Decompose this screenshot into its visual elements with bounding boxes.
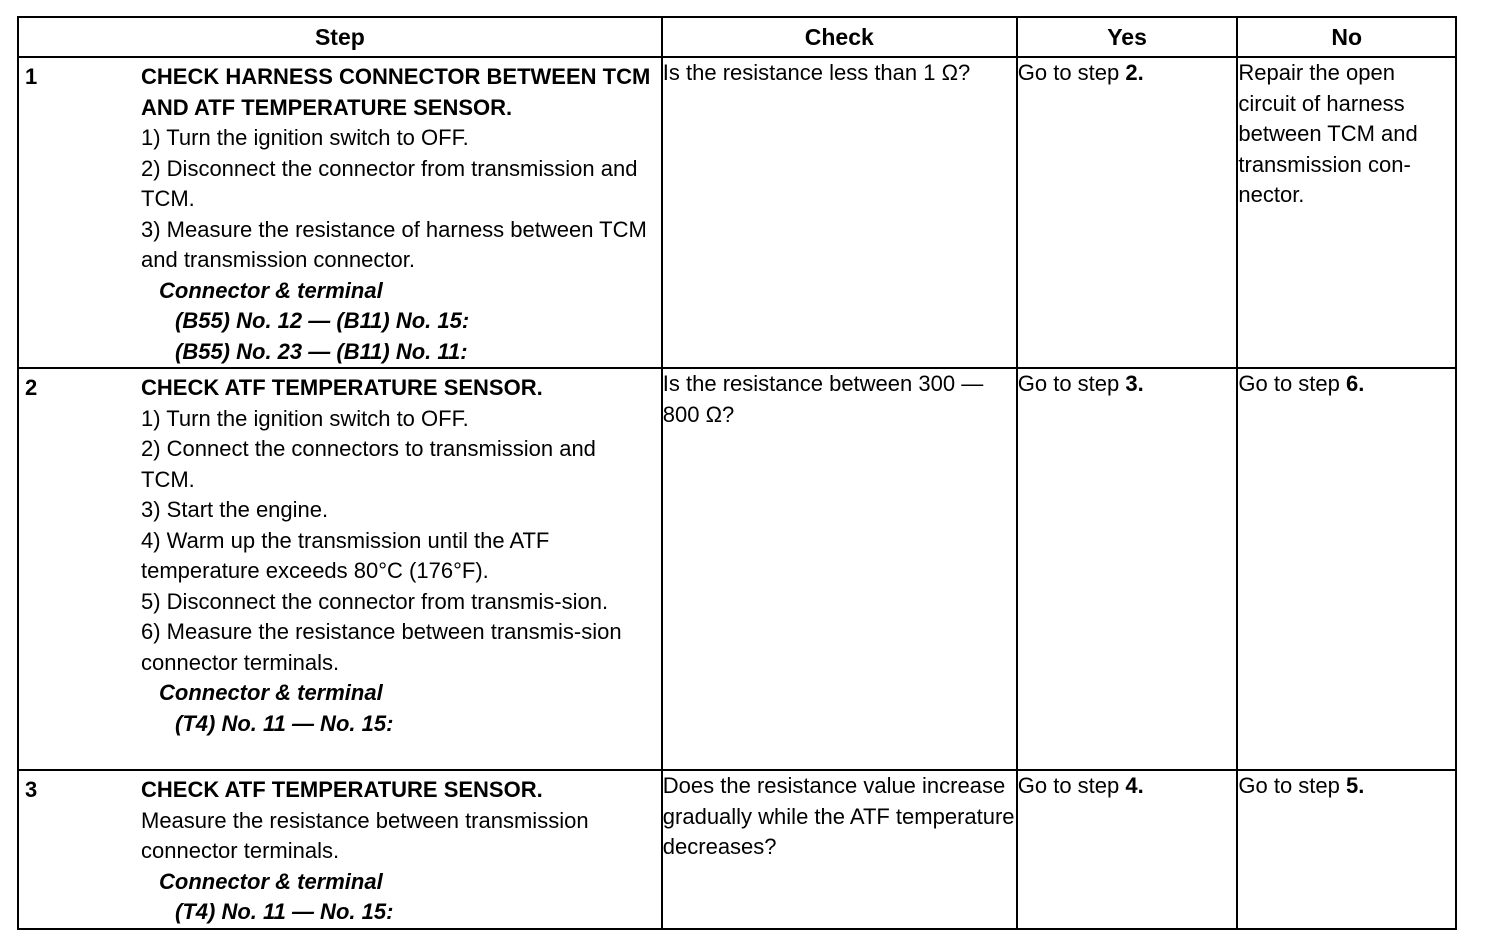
yes-text: Go to step [1017, 773, 1126, 798]
header-step: Step [18, 17, 662, 57]
terminal-spec: (B55) No. 23 — (B11) No. 11: [175, 338, 468, 364]
step-number: 1 [25, 64, 38, 89]
terminal-spec: (T4) No. 11 — No. 15: [175, 710, 394, 736]
check-cell: Is the resistance between 300 — 800 Ω? [662, 368, 1017, 770]
no-suffix: . [1358, 371, 1365, 396]
step-title: CHECK ATF TEMPERATURE SENSOR. [141, 777, 543, 802]
step-number: 2 [25, 375, 38, 400]
yes-step-ref: 3 [1125, 371, 1138, 396]
no-text: Repair the open circuit of harness between TCM and transmission con-nector. [1238, 60, 1418, 207]
yes-suffix: . [1137, 371, 1144, 396]
header-row [18, 17, 1456, 57]
substep: 3) Measure the resistance of harness between TCM and transmission connector. [141, 216, 647, 272]
yes-suffix: . [1137, 773, 1144, 798]
header-check: Check [662, 17, 1017, 57]
check-cell: Is the resistance less than 1 Ω? [662, 57, 1017, 368]
step-cell [18, 368, 662, 770]
substep: 1) Turn the ignition switch to OFF. [141, 405, 469, 431]
step-cell [18, 770, 662, 929]
connector-label: Connector & terminal [159, 868, 383, 894]
yes-cell [1017, 368, 1238, 770]
terminal-spec: (B55) No. 12 — (B11) No. 15: [175, 308, 470, 333]
substep: 5) Disconnect the connector from transmis-sion. [141, 588, 609, 614]
substep: 1) Turn the ignition switch to OFF. [141, 125, 469, 150]
yes-step-ref: 2 [1125, 60, 1138, 85]
substep: 3) Start the engine. [141, 497, 329, 522]
substep: 2) Disconnect the connector from transmission and TCM. [141, 155, 638, 211]
no-step-ref: 6 [1346, 371, 1359, 396]
no-cell [1237, 368, 1456, 770]
substep: 2) Connect the connectors to transmission and TCM. [141, 436, 596, 492]
header-yes: Yes [1017, 17, 1238, 57]
no-text: Go to step [1238, 773, 1346, 798]
no-cell [1237, 770, 1456, 929]
no-text: Go to step [1238, 371, 1346, 396]
step-title: CHECK ATF TEMPERATURE SENSOR. [141, 375, 543, 400]
table-row [18, 770, 1456, 929]
no-cell [1237, 57, 1456, 368]
no-suffix: . [1358, 773, 1365, 798]
diagnostic-table [17, 16, 1457, 930]
check-cell: Does the resistance value increase gradually while the ATF temperature decreases? [662, 770, 1017, 929]
yes-cell [1017, 770, 1238, 929]
no-step-ref: 5 [1346, 773, 1359, 798]
terminal-spec: (T4) No. 11 — No. 15: [175, 899, 394, 924]
header-no: No [1237, 17, 1456, 57]
yes-suffix: . [1137, 60, 1144, 85]
substep: 4) Warm up the transmission until the ATF temperature exceeds 80°C (176°F). [141, 527, 550, 583]
substep: 6) Measure the resistance between transmis-sion connector terminals. [141, 619, 622, 675]
step-number: 3 [25, 777, 38, 802]
yes-step-ref: 4 [1125, 773, 1138, 798]
yes-text: Go to step [1017, 371, 1126, 396]
step-title: CHECK HARNESS CONNECTOR BETWEEN TCM AND ATF TEMPERATURE SENSOR. [141, 64, 651, 120]
yes-text: Go to step [1017, 60, 1126, 85]
connector-label: Connector & terminal [159, 680, 383, 705]
step-cell [18, 57, 662, 368]
yes-cell [1017, 57, 1238, 368]
substep: Measure the resistance between transmission connector terminals. [141, 807, 589, 863]
connector-label: Connector & terminal [159, 277, 383, 303]
table-row [18, 57, 1456, 368]
table-row [18, 368, 1456, 770]
